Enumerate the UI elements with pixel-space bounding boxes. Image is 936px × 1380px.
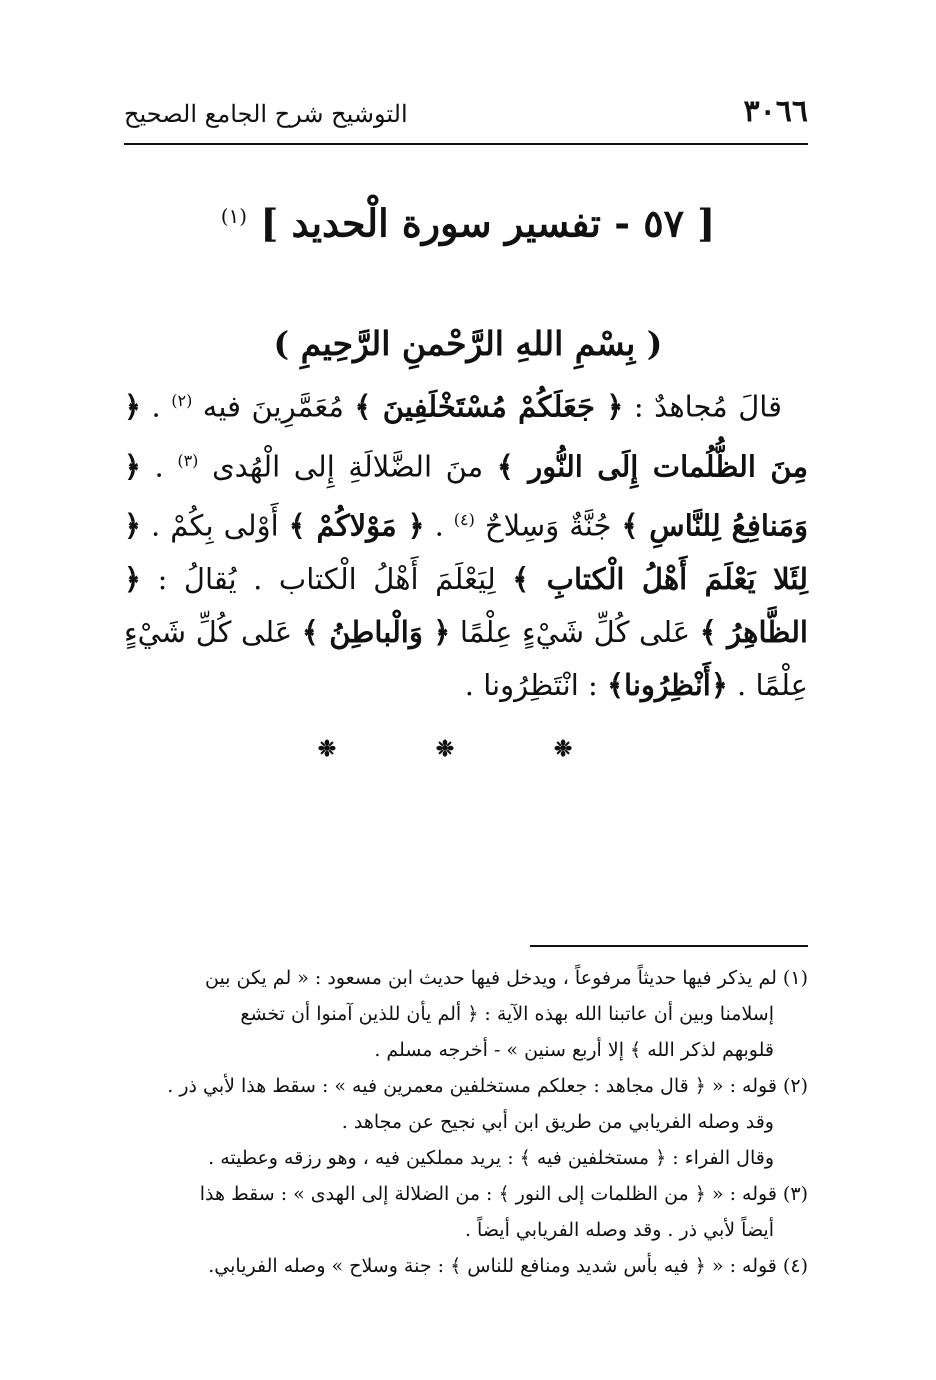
footnote-2-line-1: (٢) قوله : « ﴿ قال مجاهد : جعلكم مستخلفين معمرين فيه » : سقط هذا لأبي ذر . [167, 1075, 808, 1097]
chapter-footnote-marker: (١) [220, 204, 248, 228]
footnote-reference: (٢) [171, 391, 193, 410]
footnote-4-line-1: (٤) قوله : « ﴿ فيه بأس شديد ومنافع للناس ﴾ : جنة وسلاح » وصله الفريابي. [208, 1255, 808, 1277]
running-title: التوشيح شرح الجامع الصحيح [124, 100, 408, 128]
commentary-text: جُنَّةٌ وَسِلاحٌ [474, 508, 622, 543]
commentary-text: . [424, 508, 454, 543]
quran-phrase: ﴿ مِنَ الظُّلُمات إِلَى النُّور ﴾ [124, 389, 808, 484]
commentary-text: مُعَمَّرِينَ فيه [192, 389, 355, 424]
main-paragraph [124, 374, 808, 712]
footnote-reference: (٣) [177, 450, 199, 470]
quran-phrase: ﴿ جَعَلَكُمْ مُسْتَخْلَفِينَ ﴾ [354, 389, 624, 424]
header-rule [124, 143, 808, 145]
page-number: ٣٠٦٦ [743, 94, 808, 129]
footnote-2-line-3: وقال الفراء : ﴿ مستخلفين فيه ﴾ : يريد مملكين فيه ، وهو رزقه وعطيته . [208, 1147, 774, 1169]
chapter-title [150, 188, 786, 252]
commentary-text: قالَ مُجاهدٌ : [623, 389, 782, 424]
commentary-text: . [141, 449, 178, 484]
commentary-text: عَلى كُلِّ شَيْءٍ عِلْمًا . [124, 614, 808, 702]
footnote-1-line-3: قلوبهم لذكر الله ﴾ إلا أربع سنين » - أخرجه مسلم . [374, 1039, 774, 1061]
footnote-2-line-2: وقد وصله الفريابي من طريق ابن أبي نجيح عن مجاهد . [341, 1111, 774, 1133]
section-separator: ❉ ❉ ❉ [317, 736, 619, 762]
quran-phrase: ﴿ لِئَلا يَعْلَمَ أَهْلُ الْكتابِ ﴾ [124, 508, 808, 596]
footnotes [124, 960, 808, 1284]
page-header [124, 92, 808, 144]
commentary-text: منَ الضَّلالَةِ إِلى الْهُدى [198, 449, 497, 484]
quran-phrase: ﴿ وَالْباطِنُ ﴾ [301, 614, 451, 649]
footnote-rule [530, 945, 808, 947]
quran-phrase: ﴿ مَوْلاكُمْ ﴾ [288, 508, 425, 543]
footnote-3-line-2: أيضاً لأبي ذر . وقد وصله الفريابي أيضاً . [464, 1219, 774, 1241]
commentary-text: أَوْلى بِكُمْ . [141, 508, 289, 543]
footnote-3-line-1: (٣) قوله : « ﴿ من الظلمات إلى النور ﴾ : من الضلالة إلى الهدى » : سقط هذا [199, 1183, 808, 1205]
basmala: ( بِسْمِ اللهِ الرَّحْمنِ الرَّحِيمِ ) [273, 324, 663, 363]
quran-phrase: ﴿أَنْظِرُونا﴾ [607, 667, 728, 702]
commentary-text: عَلى كُلِّ شَيْءٍ عِلْمًا [450, 614, 700, 649]
chapter-title-text: [ ٥٧ - تفسير سورة الْحديد ] [260, 200, 716, 246]
footnote-1-line-2: إسلامنا وبين أن عاتبنا الله بهذه الآية : ﴿ ألم يأن للذين آمنوا أن تخشع [240, 1003, 774, 1025]
commentary-text: لِيَعْلَمَ أَهْلُ الْكتاب . يُقالُ : [141, 561, 513, 596]
footnote-1-line-1: (١) لم يذكر فيها حديثاً مرفوعاً ، ويدخل فيها حديث ابن مسعود : « لم يكن بين [204, 967, 808, 989]
commentary-text: . [141, 389, 172, 424]
footnote-reference: (٤) [453, 510, 475, 530]
quran-phrase: ﴿ وَمَنافِعُ لِلنَّاسِ ﴾ [124, 449, 809, 543]
commentary-text: : انْتَظِرُونا . [464, 667, 607, 702]
main-text [124, 374, 808, 712]
quran-phrase: ﴿ الظَّاهِرُ ﴾ [124, 561, 808, 649]
